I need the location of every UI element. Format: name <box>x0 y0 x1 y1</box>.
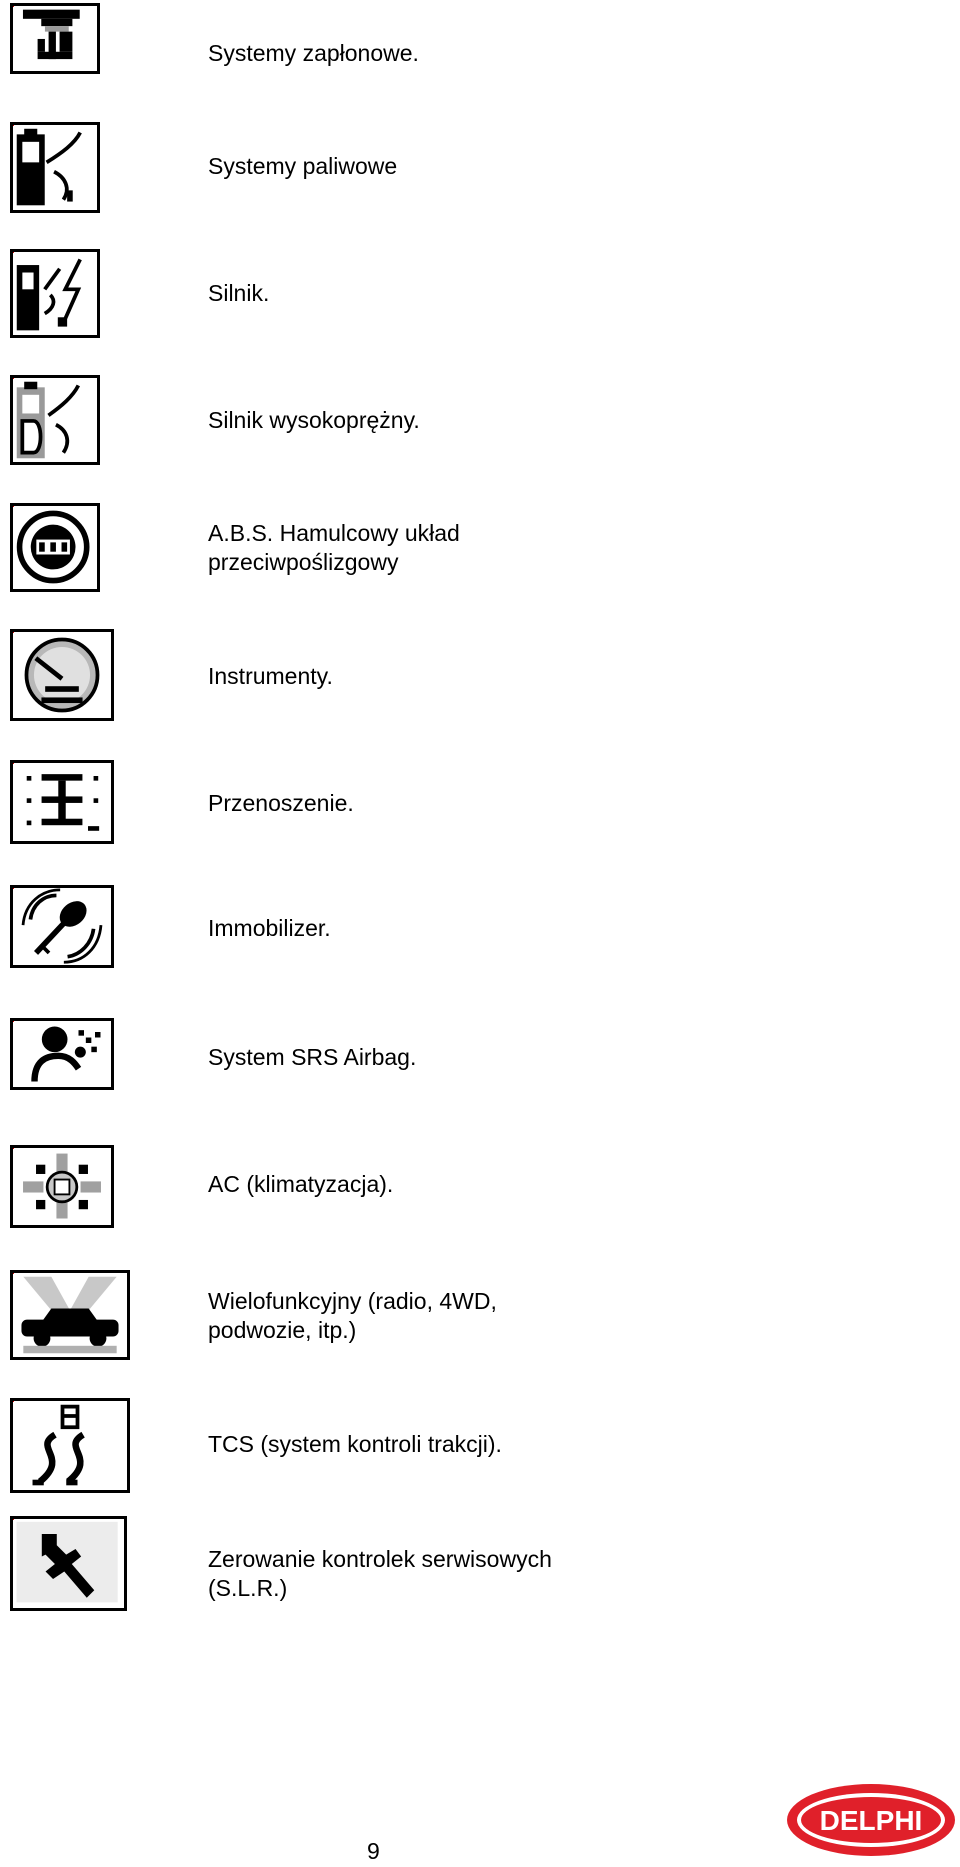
diesel-engine-icon <box>10 375 100 465</box>
item-label: A.B.S. Hamulcowy układ przeciwpoślizgowy <box>208 520 460 575</box>
item-label: Systemy paliwowe <box>208 153 398 179</box>
gauge-icon <box>10 629 114 721</box>
item-label: Wielofunkcyjny (radio, 4WD, podwozie, itp.) <box>208 1288 497 1343</box>
airbag-icon <box>10 1018 114 1090</box>
logo-text: DELPHI <box>819 1805 923 1836</box>
item-label: Zerowanie kontrolek serwisowych (S.L.R.) <box>208 1546 552 1601</box>
immobilizer-key-icon <box>10 885 114 968</box>
item-label: System SRS Airbag. <box>208 1044 417 1070</box>
item-label: TCS (system kontroli trakcji). <box>208 1431 502 1457</box>
item-label: AC (klimatyzacja). <box>208 1171 394 1197</box>
engine-spark-icon <box>10 249 100 338</box>
item-label: Instrumenty. <box>208 663 333 689</box>
delphi-logo <box>785 1782 957 1858</box>
service-wrench-icon <box>10 1516 127 1611</box>
traction-control-icon <box>10 1398 130 1493</box>
item-label: Przenoszenie. <box>208 790 354 816</box>
ac-fan-icon <box>10 1145 114 1228</box>
transmission-icon <box>10 760 114 844</box>
item-label: Silnik. <box>208 280 270 306</box>
item-label: Immobilizer. <box>208 915 331 941</box>
multifunction-car-icon <box>10 1270 130 1360</box>
ignition-coil-icon <box>10 3 100 74</box>
item-label: Systemy zapłonowe. <box>208 40 419 66</box>
page-number: 9 <box>367 1838 380 1864</box>
fuel-pump-icon <box>10 122 100 213</box>
item-label: Silnik wysokoprężny. <box>208 407 420 433</box>
abs-icon <box>10 503 100 592</box>
